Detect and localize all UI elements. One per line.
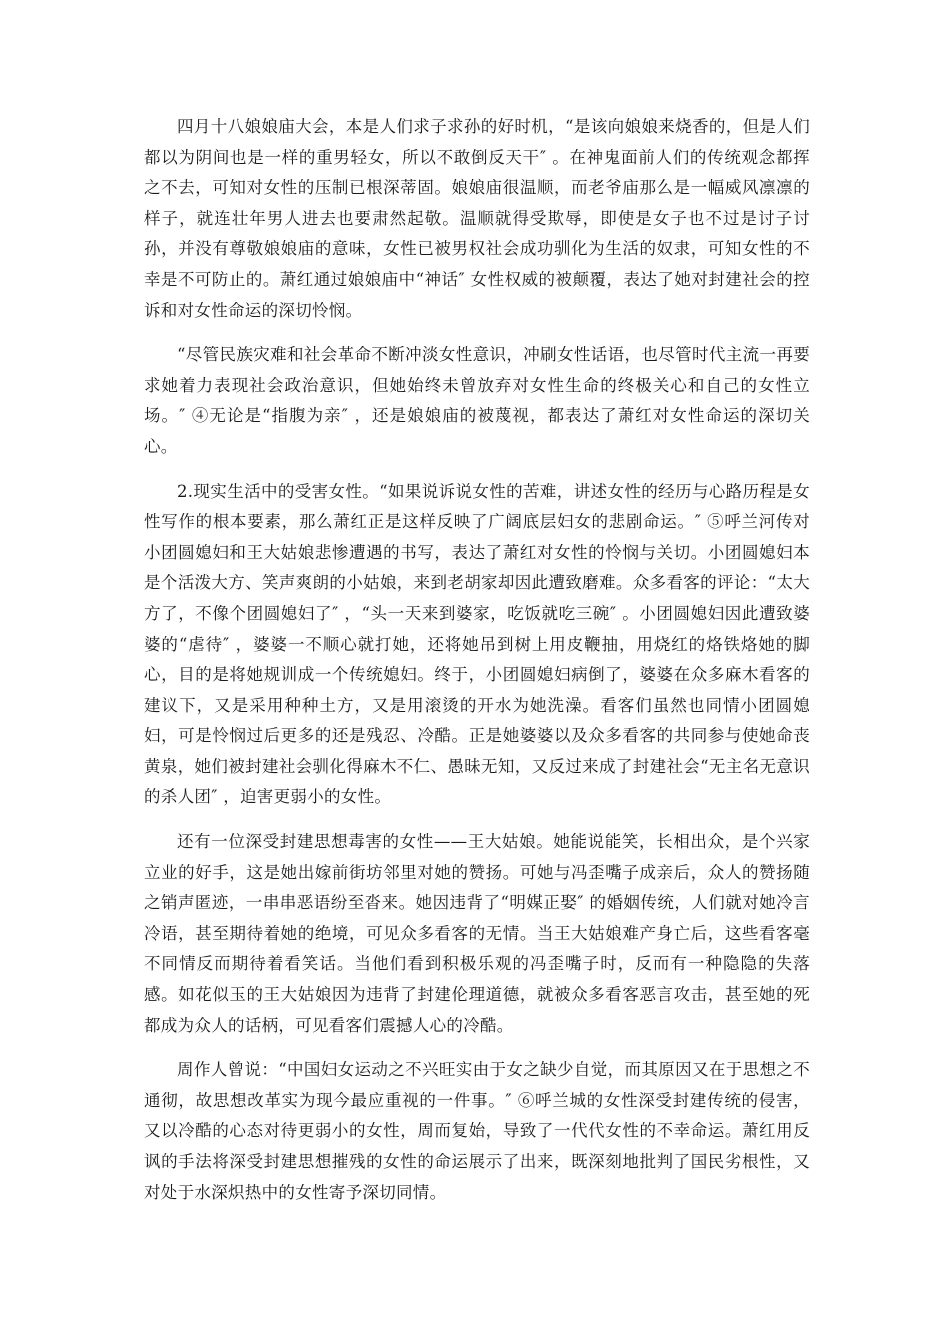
paragraph-zhou-zuoren-quote: 周作人曾说：“中国妇女运动之不兴旺实由于女之缺少自觉，而其原因又在于思想之不通彻，故思想改革实为现今最应重视的一件事。″ ⑥呼兰城的女性深受封建传统的侵害，又以冷酷的心态对待更弱小的女性，周而复始，导致了一代代女性的不幸命运。萧红用反讽的手法将深受封建思想摧残的女性的命运展示了出来，既深刻地批判了国民劣根性，又对处于水深炽热中的女性寄予深切同情。 xyxy=(144,1060,810,1202)
paragraph-wang-da-guniang: 还有一位深受封建思想毒害的女性——王大姑娘。她能说能笑，长相出众，是个兴家立业的好手，这是她出嫁前街坊邻里对她的赞扬。可她与冯歪嘴子成亲后，众人的赞扬随之销声匿迹，一串串恶语纷至沓来。她因违背了“明媒正娶″ 的婚姻传统，人们就对她冷言冷语，甚至期待着她的绝境，可见众多看客的无情。当王大姑娘难产身亡后，这些看客毫不同情反而期待着看笑话。当他们看到积极乐观的冯歪嘴子时，反而有一种隐隐的失落感。如花似玉的王大姑娘因为违背了封建伦理道德，就被众多看客恶言攻击，甚至她的死都成为众人的话柄，可见看客们震撼人心的冷酷。 xyxy=(144,832,810,1035)
paragraph-victimized-women: 2.现实生活中的受害女性。“如果说诉说女性的苦难，讲述女性的经历与心路历程是女性写作的根本要素，那么萧红正是这样反映了广阔底层妇女的悲剧命运。″ ⑤呼兰河传对小团圆媳妇和王大姑娘悲惨遭遇的书写，表达了萧红对女性的怜悯与关切。小团圆媳妇本是个活泼大方、笑声爽朗的小姑娘，来到老胡家却因此遭致磨难。众多看客的评论：“太大方了，不像个团圆媳妇了″ ，“头一天来到婆家，吃饭就吃三碗″ 。小团圆媳妇因此遭致婆婆的“虐待″ ，婆婆一不顺心就打她，还将她吊到树上用皮鞭抽，用烧红的烙铁烙她的脚心，目的是将她规训成一个传统媳妇。终于，小团圆媳妇病倒了，婆婆在众多麻木看客的建议下，又是采用种种土方，又是用滚烫的开水为她洗澡。看客们虽然也同情小团圆媳妇，可是怜悯过后更多的还是残忍、冷酷。正是她婆婆以及众多看客的共同参与使她命丧黄泉，她们被封建社会驯化得麻木不仁、愚昧无知，又反过来成了封建社会“无主名无意识的杀人团″ ，迫害更弱小的女性。 xyxy=(144,481,810,807)
paragraph-temple-fair: 四月十八娘娘庙大会，本是人们求子求孙的好时机，“是该向娘娘来烧香的，但是人们都以为阴间也是一样的重男轻女，所以不敢倒反天干″ 。在神鬼面前人们的传统观念都挥之不去，可知对女性的压制已根深蒂固。娘娘庙很温顺，而老爷庙那么是一幅威风凛凛的样子，就连壮年男人进去也要肃然起敬。温顺就得受欺辱，即使是女子也不过是讨子讨孙，并没有尊敬娘娘庙的意味，女性已被男权社会成功驯化为生活的奴隶，可知女性的不幸是不可防止的。萧红通过娘娘庙中“神话″ 女性权威的被颠覆，表达了她对封建社会的控诉和对女性命运的深切怜悯。 xyxy=(144,117,810,320)
document-body xyxy=(144,112,810,1222)
paragraph-female-consciousness: “尽管民族灾难和社会革命不断冲淡女性意识，冲刷女性话语，也尽管时代主流一再要求她着力表现社会政治意识，但她始终未曾放弃对女性生命的终极关心和自己的女性立场。″ ④无论是“指腹为亲″ ，还是娘娘庙的被蔑视，都表达了萧红对女性命运的深切关心。 xyxy=(144,345,810,456)
